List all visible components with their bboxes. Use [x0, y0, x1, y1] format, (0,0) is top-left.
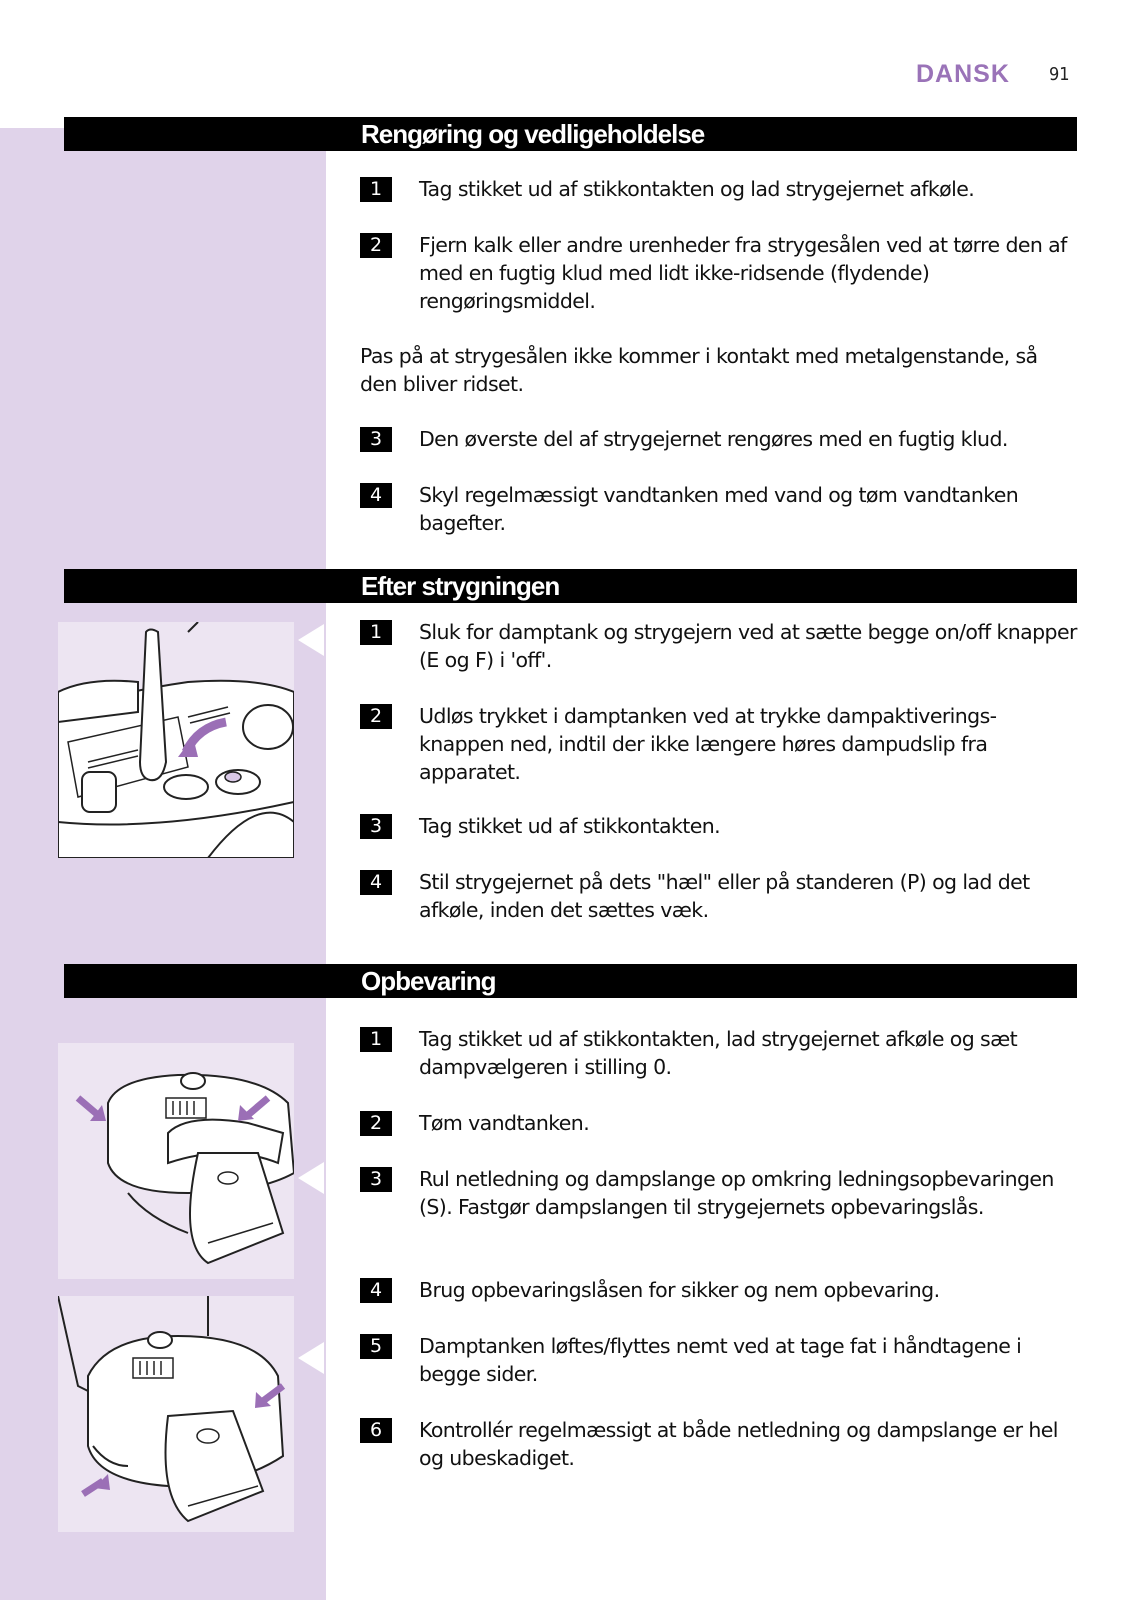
step-number: 6 — [360, 1418, 392, 1443]
language-label: DANSK — [916, 60, 1010, 88]
step-text: Damptanken løftes/flyttes nemt ved at tage fat i håndtagene i begge sider. — [419, 1334, 1022, 1386]
step-text: Rul netledning og dampslange op omkring ledningsopbevaringen (S). Fastgør dampslangen til strygejernets opbevaringslås. — [419, 1167, 1054, 1219]
step-text: Skyl regelmæssigt vandtanken med vand og tøm vandtanken bagefter. — [419, 483, 1019, 535]
step-number: 2 — [360, 233, 392, 258]
illustration-pointer — [298, 1342, 324, 1374]
section-title-storage: Opbevaring — [64, 964, 1077, 998]
list-item — [360, 1332, 1080, 1388]
illustration-pointer — [298, 624, 324, 656]
step-text: Tøm vandtanken. — [419, 1111, 590, 1135]
finger-press-illustration — [58, 622, 294, 858]
step-number: 4 — [360, 483, 392, 508]
steam-station-carry-illustration — [58, 1296, 294, 1532]
list-item — [360, 175, 1080, 203]
list-item — [360, 1109, 1080, 1137]
warning-note: Pas på at strygesålen ikke kommer i kontakt med metalgenstande, så den bliver ridset. — [360, 344, 1038, 396]
illustration-pointer — [298, 1162, 324, 1194]
step-text: Udløs trykket i damptanken ved at trykke dampaktiverings-knappen ned, indtil der ikke længere høres dampudslip fra apparatet. — [419, 704, 997, 784]
step-text: Kontrollér regelmæssigt at både netledning og dampslange er hel og ubeskadiget. — [419, 1418, 1058, 1470]
step-number: 1 — [360, 620, 392, 645]
list-item — [360, 231, 1080, 315]
list-item — [360, 1416, 1080, 1472]
step-text: Brug opbevaringslåsen for sikker og nem opbevaring. — [419, 1278, 940, 1302]
list-item — [360, 702, 1080, 786]
step-number: 1 — [360, 177, 392, 202]
step-text: Den øverste del af strygejernet rengøres med en fugtig klud. — [419, 427, 1008, 451]
step-number: 3 — [360, 427, 392, 452]
step-text: Stil strygejernet på dets "hæl" eller på standeren (P) og lad det afkøle, inden det sættes væk. — [419, 870, 1030, 922]
step-number: 4 — [360, 870, 392, 895]
section-title-after-ironing: Efter strygningen — [64, 569, 1077, 603]
step-number: 4 — [360, 1278, 392, 1303]
step-text: Tag stikket ud af stikkontakten og lad strygejernet afkøle. — [419, 177, 975, 201]
page-number: 91 — [1049, 64, 1070, 85]
step-text: Fjern kalk eller andre urenheder fra strygesålen ved at tørre den af med en fugtig klud med lidt ikke-ridsende (flydende) rengøringsmiddel. — [419, 233, 1067, 313]
step-text: Tag stikket ud af stikkontakten. — [419, 814, 721, 838]
section-title-cleaning: Rengøring og vedligeholdelse — [64, 117, 1077, 151]
list-item — [360, 1165, 1080, 1221]
step-text: Sluk for damptank og strygejern ved at sætte begge on/off knapper (E og F) i 'off'. — [419, 620, 1077, 672]
list-item — [360, 481, 1080, 537]
list-item — [360, 1276, 1080, 1304]
step-number: 3 — [360, 814, 392, 839]
step-text: Tag stikket ud af stikkontakten, lad strygejernet afkøle og sæt dampvælgeren i stilling 0. — [419, 1027, 1018, 1079]
step-number: 3 — [360, 1167, 392, 1192]
step-number: 2 — [360, 1111, 392, 1136]
list-item — [360, 1025, 1080, 1081]
steam-station-storage-illustration — [58, 1043, 294, 1279]
list-item — [360, 868, 1080, 924]
list-item — [360, 812, 1080, 840]
list-item — [360, 618, 1080, 674]
step-number: 5 — [360, 1334, 392, 1359]
list-item — [360, 425, 1080, 453]
step-number: 1 — [360, 1027, 392, 1052]
step-number: 2 — [360, 704, 392, 729]
